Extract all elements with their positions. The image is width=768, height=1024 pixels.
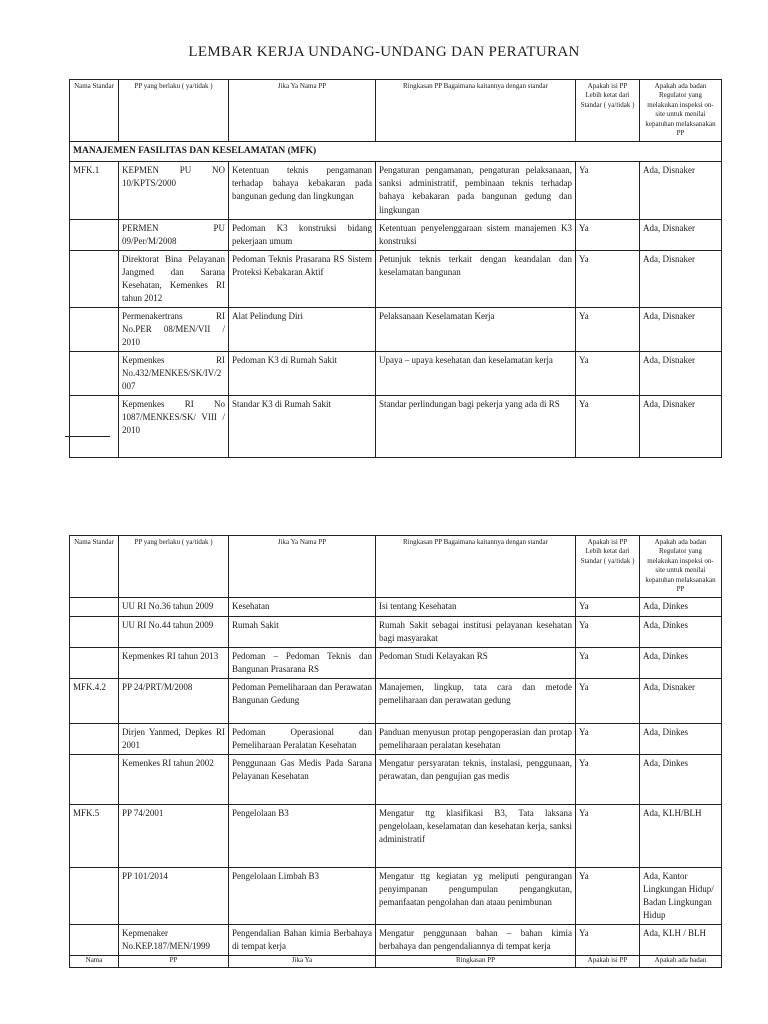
- header-pp-berlaku: PP yang berlaku ( ya/tidak ): [119, 80, 229, 142]
- cell-badan: Ada, Dinkes: [640, 723, 722, 754]
- cell-ringkasan: Rumah Sakit sebagai institusi pelayanan kesehatan bagi masyarakat: [376, 616, 576, 647]
- cell-pp: Dirjen Yanmed, Depkes RI 2001: [119, 723, 229, 754]
- cell-ringkasan: Panduan menyusun protap pengoperasian dan protap pemeliharaan peralatan kesehatan: [376, 723, 576, 754]
- cell-standar: [70, 307, 119, 351]
- cell-nama-pp: Pengelolaan Limbah B3: [229, 867, 376, 924]
- cell-pp: Kepmenkes RI tahun 2013: [119, 647, 229, 678]
- footer-header-badan: Apakah ada badan: [640, 956, 722, 968]
- header-pp-berlaku: PP yang berlaku ( ya/tidak ): [119, 536, 229, 598]
- cell-ringkasan: Ketentuan penyelenggaraan sistem manajemen K3 konstruksi: [376, 219, 576, 250]
- header-ringkasan: Ringkasan PP Bagaimana kaitannya dengan standar: [376, 80, 576, 142]
- table-row: [70, 723, 722, 754]
- footer-header-nama: Nama: [70, 956, 119, 968]
- cell-nama-pp: Pedoman – Pedoman Teknis dan Bangunan Prasarana RS: [229, 647, 376, 678]
- cell-standar: [70, 723, 119, 754]
- table-row: [70, 925, 722, 956]
- cell-standar: [70, 352, 119, 396]
- cell-standar: MFK.1: [70, 162, 119, 219]
- cell-pp: UU RI No.44 tahun 2009: [119, 616, 229, 647]
- cell-badan: Ada, Disnaker: [640, 678, 722, 723]
- cell-pp: Kepmenkes RI No 1087/MENKES/SK/ VIII / 2010: [119, 396, 229, 458]
- cell-standar: MFK.5: [70, 804, 119, 867]
- regulation-table-1: [69, 79, 722, 458]
- cell-nama-pp: Kesehatan: [229, 597, 376, 616]
- cell-ringkasan: Petunjuk teknis terkait dengan keandalan dan keselamatan bangunan: [376, 250, 576, 307]
- table-row: [70, 162, 722, 219]
- cell-badan: Ada, Dinkes: [640, 597, 722, 616]
- cell-standar: MFK.4.2: [70, 678, 119, 723]
- cell-nama-pp: Rumah Sakit: [229, 616, 376, 647]
- table-row: [70, 678, 722, 723]
- cell-lebih-ketat: Ya: [576, 352, 640, 396]
- cell-pp: Kepmenkes RI No.432/MENKES/SK/IV/2 007: [119, 352, 229, 396]
- cell-pp: Permenakertrans RI No.PER 08/MEN/VII / 2010: [119, 307, 229, 351]
- cell-lebih-ketat: Ya: [576, 396, 640, 458]
- table-row: [70, 867, 722, 924]
- cell-badan: Ada, Disnaker: [640, 219, 722, 250]
- cell-ringkasan: Manajemen, lingkup, tata cara dan metode pemeliharaan dan perawatan gedung: [376, 678, 576, 723]
- cell-nama-pp: Pedoman Operasional dan Pemeliharaan Peralatan Kesehatan: [229, 723, 376, 754]
- cell-lebih-ketat: Ya: [576, 219, 640, 250]
- cell-lebih-ketat: Ya: [576, 307, 640, 351]
- table-row: [70, 597, 722, 616]
- table-row: [70, 616, 722, 647]
- cell-pp: PERMEN PU 09/Per/M/2008: [119, 219, 229, 250]
- cell-ringkasan: Mengatur ttg klasifikasi B3, Tata laksana pengelolaan, keselamatan dan kesehatan kerja, sanksi administratif: [376, 804, 576, 867]
- cell-standar: [70, 754, 119, 804]
- cell-lebih-ketat: Ya: [576, 250, 640, 307]
- cell-ringkasan: Mengatur ttg kegiatan yg meliputi pengurangan penyimpanan pengumpulan pengangkutan, pemanfaatan pengolahan dan ataau penimbunan: [376, 867, 576, 924]
- cell-badan: Ada, KLH/BLH: [640, 804, 722, 867]
- regulation-table-2: [69, 535, 722, 968]
- table-row: [70, 250, 722, 307]
- cell-lebih-ketat: Ya: [576, 754, 640, 804]
- cell-lebih-ketat: Ya: [576, 647, 640, 678]
- table-row: [70, 352, 722, 396]
- cell-ringkasan: Mengatur persyaratan teknis, instalasi, penggunaan, perawatan, dan pengujian gas medis: [376, 754, 576, 804]
- cell-standar: [70, 597, 119, 616]
- table-row: [70, 804, 722, 867]
- header-badan-regulator: Apakah ada badan Regulator yang melakukan inspeksi on-site untuk menilai kepatuhan melaksanakan PP: [640, 536, 722, 598]
- cell-nama-pp: Pengelolaan B3: [229, 804, 376, 867]
- cell-pp: Kemenkes RI tahun 2002: [119, 754, 229, 804]
- footer-header-jika: Jika Ya: [229, 956, 376, 968]
- section-title: MANAJEMEN FASILITAS DAN KESELAMATAN (MFK): [70, 141, 722, 162]
- footer-header-pp: PP: [119, 956, 229, 968]
- cell-ringkasan: Isi tentang Kesehatan: [376, 597, 576, 616]
- cell-nama-pp: Pedoman Pemeliharaan dan Perawatan Bangunan Gedung: [229, 678, 376, 723]
- header-badan-regulator: Apakah ada badan Regulator yang melakukan inspeksi on-site untuk menilai kepatuhan melaksanakan PP: [640, 80, 722, 142]
- cell-ringkasan: Standar perlindungan bagi pekerja yang ada di RS: [376, 396, 576, 458]
- header-lebih-ketat: Apakah isi PP Lebih ketat dari Standar ( ya/tidak ): [576, 536, 640, 598]
- cell-ringkasan: Pengaturan pengamanan, pengaturan pelaksanaan, sanksi administratif, pembinaan teknis terhadap bahaya kebakaran pada bangunan gedung dan lingkungan: [376, 162, 576, 219]
- cell-lebih-ketat: Ya: [576, 678, 640, 723]
- cell-ringkasan: Upaya – upaya kesehatan dan keselamatan kerja: [376, 352, 576, 396]
- cell-standar: [70, 219, 119, 250]
- cell-lebih-ketat: Ya: [576, 867, 640, 924]
- table-row: [70, 307, 722, 351]
- cell-badan: Ada, Disnaker: [640, 352, 722, 396]
- header-nama-pp: Jika Ya Nama PP: [229, 536, 376, 598]
- cell-badan: Ada, Dinkes: [640, 647, 722, 678]
- cell-lebih-ketat: Ya: [576, 925, 640, 956]
- section-row: [70, 141, 722, 162]
- footnote-separator: [65, 436, 110, 437]
- cell-pp: Kepmenaker No.KEP.187/MEN/1999: [119, 925, 229, 956]
- cell-lebih-ketat: Ya: [576, 616, 640, 647]
- cell-nama-pp: Pengendalian Bahan kimia Berbahaya di tempat kerja: [229, 925, 376, 956]
- table-row: [70, 219, 722, 250]
- cell-badan: Ada, Kantor Lingkungan Hidup/ Badan Lingkungan Hidup: [640, 867, 722, 924]
- cell-lebih-ketat: Ya: [576, 723, 640, 754]
- table-row: [70, 754, 722, 804]
- cell-nama-pp: Ketentuan teknis pengamanan terhadap bahaya kebakaran pada bangunan gedung dan lingkungan: [229, 162, 376, 219]
- table-row: [70, 396, 722, 458]
- cell-badan: Ada, Disnaker: [640, 162, 722, 219]
- cell-lebih-ketat: Ya: [576, 804, 640, 867]
- header-ringkasan: Ringkasan PP Bagaimana kaitannya dengan standar: [376, 536, 576, 598]
- cell-pp: UU RI No.36 tahun 2009: [119, 597, 229, 616]
- cell-pp: PP 74/2001: [119, 804, 229, 867]
- footer-header-apakah: Apakah isi PP: [576, 956, 640, 968]
- table-header-row: [70, 536, 722, 598]
- cell-nama-pp: Standar K3 di Rumah Sakit: [229, 396, 376, 458]
- table-row: [70, 647, 722, 678]
- cell-pp: PP 24/PRT/M/2008: [119, 678, 229, 723]
- cell-ringkasan: Mengatur penggunaan bahan – bahan kimia berbahaya dan pengendaliannya di tempat kerja: [376, 925, 576, 956]
- cell-standar: [70, 250, 119, 307]
- cell-badan: Ada, Disnaker: [640, 396, 722, 458]
- cell-badan: Ada, KLH / BLH: [640, 925, 722, 956]
- cell-badan: Ada, Dinkes: [640, 616, 722, 647]
- cell-pp: Direktorat Bina Pelayanan Jangmed dan Sarana Kesehatan, Kemenkes RI tahun 2012: [119, 250, 229, 307]
- repeated-header-row: [70, 956, 722, 968]
- header-nama-pp: Jika Ya Nama PP: [229, 80, 376, 142]
- cell-badan: Ada, Dinkes: [640, 754, 722, 804]
- cell-nama-pp: Pedoman K3 di Rumah Sakit: [229, 352, 376, 396]
- cell-standar: [70, 925, 119, 956]
- cell-ringkasan: Pedoman Studi Kelayakan RS: [376, 647, 576, 678]
- cell-nama-pp: Pedoman Teknis Prasarana RS Sistem Proteksi Kebakaran Aktif: [229, 250, 376, 307]
- cell-nama-pp: Penggunaan Gas Medis Pada Sarana Pelayanan Kesehatan: [229, 754, 376, 804]
- cell-pp: PP 101/2014: [119, 867, 229, 924]
- footer-header-ringkasan: Ringkasan PP: [376, 956, 576, 968]
- cell-pp: KEPMEN PU NO 10/KPTS/2000: [119, 162, 229, 219]
- cell-badan: Ada, Disnaker: [640, 250, 722, 307]
- cell-standar: [70, 396, 119, 458]
- cell-standar: [70, 616, 119, 647]
- cell-standar: [70, 867, 119, 924]
- header-nama-standar: Nama Standar: [70, 80, 119, 142]
- cell-badan: Ada, Disnaker: [640, 307, 722, 351]
- table-header-row: [70, 80, 722, 142]
- header-nama-standar: Nama Standar: [70, 536, 119, 598]
- cell-standar: [70, 647, 119, 678]
- cell-lebih-ketat: Ya: [576, 597, 640, 616]
- cell-nama-pp: Pedoman K3 konstruksi bidang pekerjaan umum: [229, 219, 376, 250]
- page-title: LEMBAR KERJA UNDANG-UNDANG DAN PERATURAN: [188, 44, 580, 60]
- cell-lebih-ketat: Ya: [576, 162, 640, 219]
- cell-nama-pp: Alat Pelindung Diri: [229, 307, 376, 351]
- header-lebih-ketat: Apakah isi PP Lebih ketat dari Standar ( ya/tidak ): [576, 80, 640, 142]
- cell-ringkasan: Pelaksanaan Keselamatan Kerja: [376, 307, 576, 351]
